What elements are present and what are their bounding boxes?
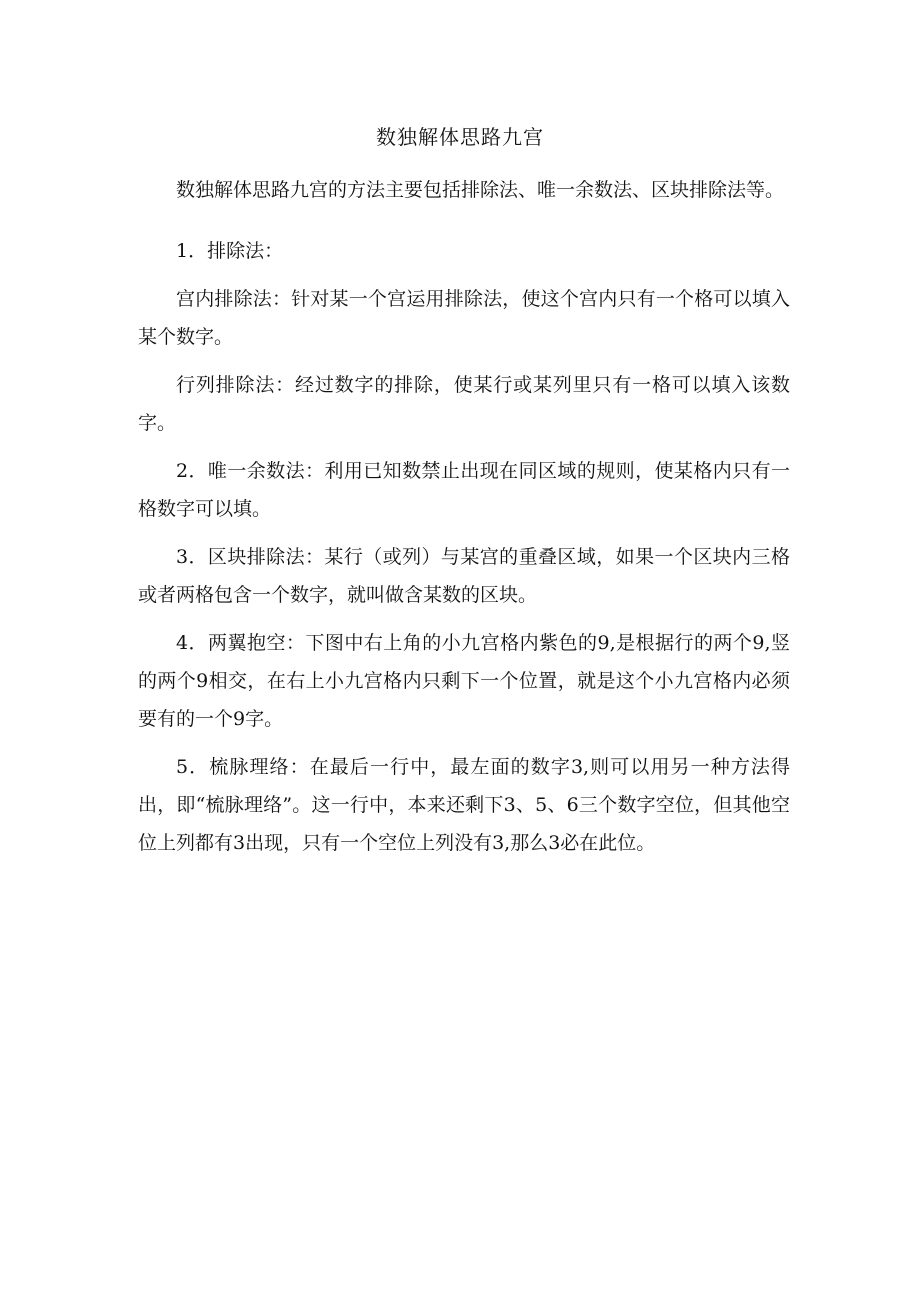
comb-veins-paragraph: 5．梳脉理络：在最后一行中，最左面的数字3,则可以用另一种方法得出，即“梳脉理络”。这一行中，本来还剩下3、5、6三个数字空位，但其他空位上列都有3出现，只有一个空位上列没有3,那么3必在此位。 bbox=[138, 756, 790, 854]
single-candidate-paragraph: 2．唯一余数法：利用已知数禁止出现在同区域的规则，使某格内只有一格数字可以填。 bbox=[138, 460, 790, 520]
two-wings-paragraph: 4．两翼抱空：下图中右上角的小九宫格内紫色的9,是根据行的两个9,竖的两个9相交，在右上小九宫格内只剩下一个位置，就是这个小九宫格内必须要有的一个9字。 bbox=[138, 632, 790, 730]
box-elimination-paragraph: 宫内排除法：针对某一个宫运用排除法，使这个宫内只有一个格可以填入某个数字。 bbox=[138, 288, 790, 348]
row-column-elimination-paragraph: 行列排除法：经过数字的排除，使某行或某列里只有一格可以填入该数字。 bbox=[138, 374, 790, 434]
intro-paragraph: 数独解体思路九宫的方法主要包括排除法、唯一余数法、区块排除法等。 bbox=[176, 179, 785, 201]
page-title: 数独解体思路九宫 bbox=[376, 125, 544, 149]
document-body bbox=[138, 176, 790, 862]
block-elimination-paragraph: 3．区块排除法：某行（或列）与某宫的重叠区域，如果一个区块内三格或者两格包含一个数字，就叫做含某数的区块。 bbox=[138, 546, 790, 606]
section-heading-elimination: 1．排除法： bbox=[176, 240, 284, 262]
